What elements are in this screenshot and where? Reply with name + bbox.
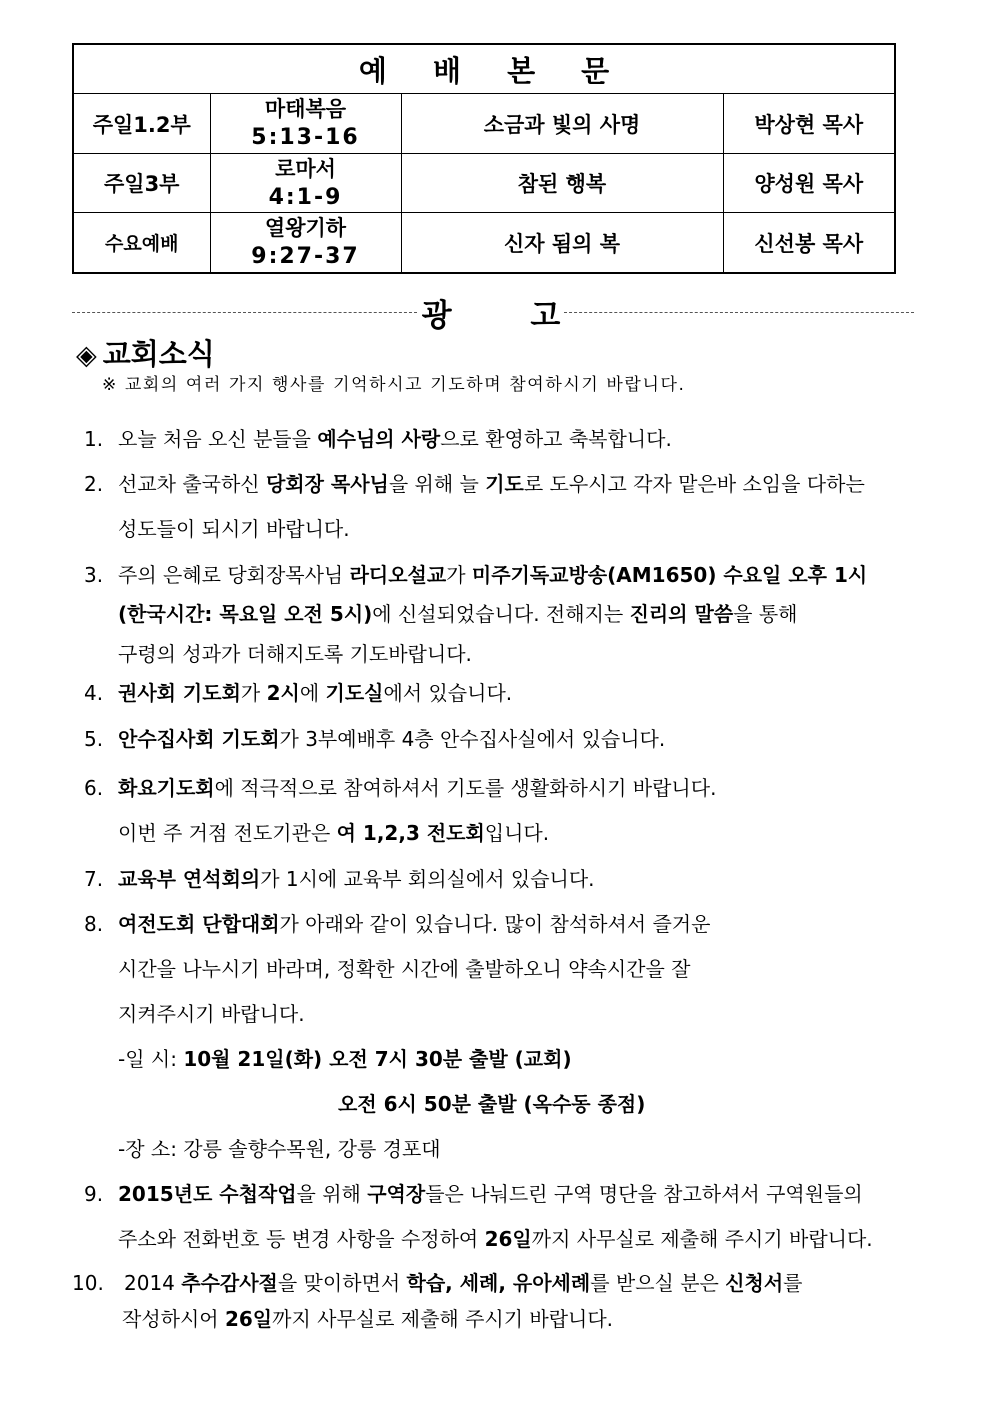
preacher: 신선봉 목사: [723, 213, 895, 273]
item-emphasis: 여 1,2,3 전도회: [336, 821, 485, 845]
item-number: 7.: [84, 867, 104, 891]
list-item: [84, 559, 867, 588]
scripture-passage: [210, 94, 401, 154]
item-text: 주의 은혜로 당회장목사님: [118, 563, 350, 587]
item-emphasis: 추수감사절: [181, 1271, 278, 1295]
service-name: 주일1.2부: [73, 94, 210, 154]
item-number: 2.: [84, 472, 104, 496]
item-emphasis: 기도실: [325, 681, 384, 705]
item-emphasis: 여전도회 단합대회: [118, 912, 280, 936]
list-item: [84, 723, 665, 752]
item-text: 에 신설되었습니다. 전해지는: [372, 602, 630, 626]
item-text: 을 맞이하면서: [277, 1271, 407, 1295]
item-number: 3.: [84, 563, 104, 587]
item-text: 을 통해: [733, 602, 798, 626]
item-text: 주소와 전화번호 등 변경 사항을 수정하여: [118, 1227, 485, 1251]
item-text: 에 적극적으로 참여하셔서 기도를 생활화하시기 바랍니다.: [214, 776, 717, 800]
sermon-topic: 참된 행복: [401, 153, 723, 213]
item-text: 에서 있습니다.: [383, 681, 513, 705]
preacher: 박상현 목사: [723, 94, 895, 154]
item-text: 가 3부예배후 4층 안수집사실에서 있습니다.: [279, 727, 666, 751]
item-continuation: 시간을 나누시기 바라며, 정확한 시간에 출발하오니 약속시간을 잘: [118, 957, 691, 981]
sermon-topic: 신자 됨의 복: [401, 213, 723, 273]
scripture-passage: [210, 213, 401, 273]
section-heading-text: 교회소식: [102, 337, 215, 371]
item-text: 2014: [124, 1271, 182, 1295]
item-continuation: [122, 1303, 613, 1332]
item-emphasis: 권사회 기도회: [118, 681, 241, 705]
scripture-verse: 5:13-16: [251, 125, 360, 151]
announcement-header: [72, 290, 914, 334]
item-continuation: [118, 1223, 873, 1252]
list-item: [84, 863, 595, 892]
item-text: 이번 주 거점 전도기관은: [118, 821, 337, 845]
scripture-verse: 4:1-9: [268, 184, 343, 210]
item-text: 입니다.: [484, 821, 550, 845]
item-text: 에: [299, 681, 326, 705]
item-emphasis: 10월 21일(화) 오전 7시 30분 출발 (교회): [183, 1047, 572, 1071]
sermon-topic: 소금과 빛의 사명: [401, 94, 723, 154]
item-number: 8.: [84, 912, 104, 936]
table-row: [73, 213, 895, 273]
diamond-icon: ◈: [76, 340, 97, 371]
item-text: 을 위해: [296, 1182, 368, 1206]
item-continuation: [118, 598, 797, 627]
sermon-table: [72, 43, 896, 274]
section-note: ※ 교회의 여러 가지 행사를 기억하시고 기도하며 참여하시기 바랍니다.: [102, 375, 686, 395]
item-emphasis: 학습, 세례, 유아세례: [406, 1271, 591, 1295]
item-text: -일 시:: [118, 1047, 184, 1071]
scripture-book: 열왕기하: [264, 216, 347, 241]
item-emphasis: 오전 6시 50분 출발 (옥수동 종점): [338, 1092, 646, 1116]
item-emphasis: 교육부 연석회의: [118, 867, 261, 891]
service-name: 수요예배: [73, 213, 210, 273]
item-number: 4.: [84, 681, 104, 705]
scripture-book: 로마서: [275, 156, 336, 181]
list-item: [84, 677, 512, 706]
table-row: [73, 153, 895, 213]
item-emphasis: 26일: [484, 1227, 532, 1251]
list-item: [84, 908, 710, 937]
list-item: [84, 423, 672, 452]
list-item: [72, 1267, 803, 1296]
item-emphasis: 26일: [224, 1307, 273, 1331]
item-text: 선교차 출국하신: [118, 472, 266, 496]
item-emphasis: 당회장 목사님: [265, 472, 389, 496]
scripture-book: 마태복음: [264, 97, 347, 122]
item-continuation: 구령의 성과가 더해지도록 기도바랍니다.: [118, 642, 472, 666]
item-emphasis: 2시: [266, 681, 300, 705]
item-text: 가: [446, 563, 472, 587]
table-row: [73, 94, 895, 154]
item-text: 오늘 처음 오신 분들을: [118, 427, 318, 451]
scripture-verse: 9:27-37: [251, 244, 360, 270]
event-date-alt: [338, 1088, 645, 1117]
item-text: 까지 사무실로 제출해 주시기 바랍니다.: [531, 1227, 873, 1251]
item-emphasis: 기도: [485, 472, 524, 496]
item-number: 1.: [84, 427, 104, 451]
item-continuation: [118, 817, 549, 846]
item-number: 10.: [72, 1271, 104, 1295]
event-date: [118, 1043, 572, 1072]
scripture-passage: [210, 153, 401, 213]
item-text: 가: [240, 681, 267, 705]
item-text: 가 1시에 교육부 회의실에서 있습니다.: [260, 867, 595, 891]
item-text: 으로 환영하고 축복합니다.: [440, 427, 672, 451]
announcement-title: 광 고: [421, 298, 595, 334]
section-heading: [76, 332, 215, 373]
item-emphasis: 구역장: [367, 1182, 426, 1206]
item-emphasis: 신청서: [725, 1271, 784, 1295]
item-number: 6.: [84, 776, 104, 800]
list-item: [84, 468, 865, 497]
item-emphasis: 미주기독교방송(AM1650) 수요일 오후 1시: [471, 563, 868, 587]
item-number: 5.: [84, 727, 104, 751]
item-emphasis: 안수집사회 기도회: [118, 727, 280, 751]
item-text: 들은 나눠드린 구역 명단을 참고하셔서 구역원들의: [425, 1182, 863, 1206]
service-name: 주일3부: [73, 153, 210, 213]
item-continuation: 지켜주시기 바랍니다.: [118, 1002, 305, 1026]
item-continuation: 성도들이 되시기 바랍니다.: [118, 517, 350, 541]
item-emphasis: 2015년도 수첩작업: [118, 1182, 297, 1206]
preacher: 양성원 목사: [723, 153, 895, 213]
list-item: [84, 772, 716, 801]
item-text: 가 아래와 같이 있습니다. 많이 참석하셔서 즐거운: [279, 912, 711, 936]
sermon-table-title: 예 배 본 문: [73, 44, 895, 94]
item-text: 를 받으실 분은: [590, 1271, 726, 1295]
item-emphasis: 예수님의 사랑: [317, 427, 441, 451]
item-text: 을 위해 늘: [388, 472, 486, 496]
list-item: [84, 1178, 863, 1207]
item-text: 로 도우시고 각자 맡은바 소임을 다하는: [523, 472, 865, 496]
item-emphasis: (한국시간: 목요일 오전 5시): [118, 602, 373, 626]
item-text: 작성하시어: [122, 1307, 225, 1331]
item-emphasis: 라디오설교: [349, 563, 447, 587]
item-number: 9.: [84, 1182, 104, 1206]
event-place: -장 소: 강릉 솔향수목원, 강릉 경포대: [118, 1137, 441, 1161]
item-text: 까지 사무실로 제출해 주시기 바랍니다.: [272, 1307, 614, 1331]
item-emphasis: 진리의 말씀: [629, 602, 734, 626]
item-emphasis: 화요기도회: [118, 776, 215, 800]
item-text: 를: [783, 1271, 803, 1295]
